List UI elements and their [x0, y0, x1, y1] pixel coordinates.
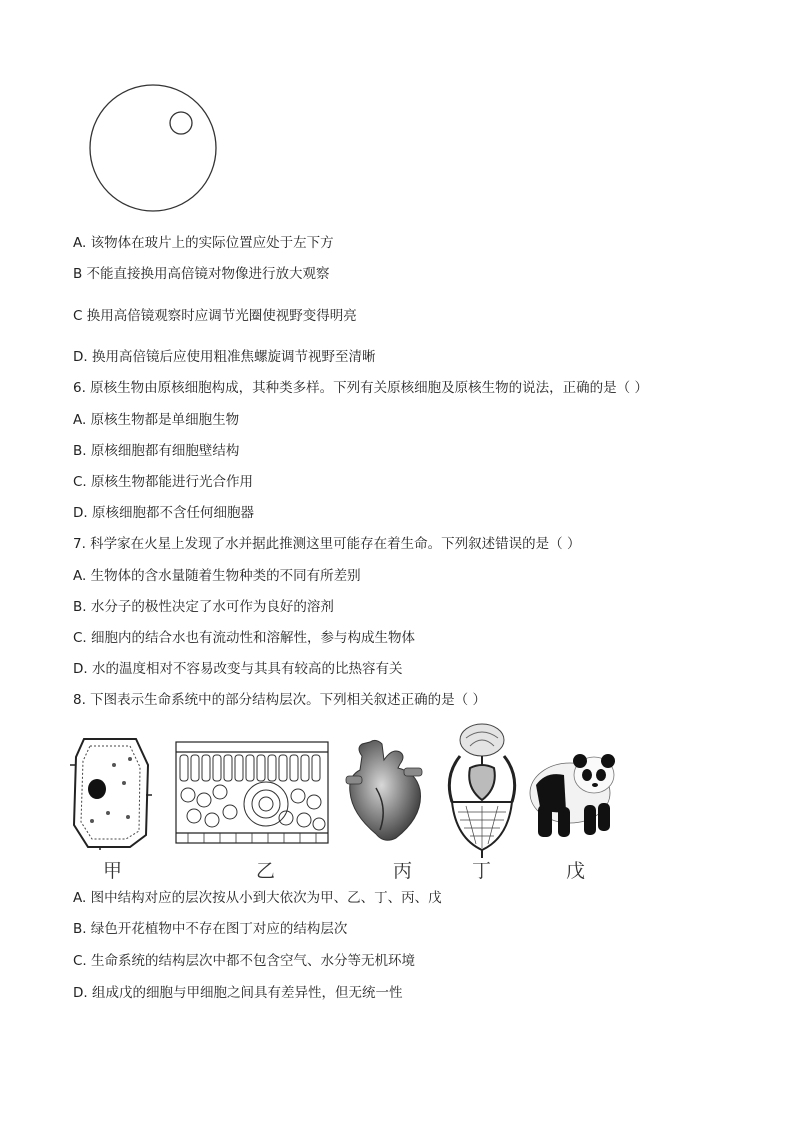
q5-option-c: C 换用高倍镜观察时应调节光圈使视野变得明亮: [73, 308, 357, 324]
q8-option-d: D. 组成戊的细胞与甲细胞之间具有差异性，但无统一性: [73, 985, 403, 1001]
figure-label-jia: 甲: [103, 860, 123, 882]
object-circle: [170, 112, 192, 134]
q8-option-c: C. 生命系统的结构层次中都不包含空气、水分等无机环境: [73, 953, 416, 969]
circulatory-system-figure: [442, 716, 522, 858]
q7-option-d: D. 水的温度相对不容易改变与其具有较高的比热容有关: [73, 661, 403, 677]
q8-stem: 8. 下图表示生命系统中的部分结构层次。下列相关叙述正确的是（ ）: [73, 692, 486, 708]
q7-option-a: A. 生物体的含水量随着生物种类的不同有所差别: [73, 568, 361, 584]
q5-option-b: B 不能直接换用高倍镜对物像进行放大观察: [73, 266, 330, 282]
q8-option-a: A. 图中结构对应的层次按从小到大依次为甲、乙、丁、丙、戊: [73, 890, 442, 906]
figure-label-yi: 乙: [256, 860, 276, 882]
q8-option-b: B. 绿色开花植物中不存在图丁对应的结构层次: [73, 921, 348, 937]
heart-figure: [340, 738, 428, 844]
q5-option-d: D. 换用高倍镜后应使用粗准焦螺旋调节视野至清晰: [73, 349, 376, 365]
figure-label-bing: 丙: [393, 860, 413, 882]
field-of-view-circle: [90, 85, 216, 211]
figure-label-ding: 丁: [472, 860, 492, 882]
q7-option-c: C. 细胞内的结合水也有流动性和溶解性，参与构成生物体: [73, 630, 416, 646]
plant-cell-figure: [70, 735, 152, 850]
q7-stem: 7. 科学家在火星上发现了水并据此推测这里可能存在着生命。下列叙述错误的是（ ）: [73, 536, 581, 552]
q6-option-a: A. 原核生物都是单细胞生物: [73, 412, 240, 428]
panda-figure: [526, 745, 618, 841]
q5-option-a: A. 该物体在玻片上的实际位置应处于左下方: [73, 235, 334, 251]
field-of-view-figure: [86, 81, 220, 215]
q7-option-b: B. 水分子的极性决定了水可作为良好的溶剂: [73, 599, 334, 615]
leaf-tissue-figure: [174, 740, 330, 845]
q6-stem: 6. 原核生物由原核细胞构成，其种类多样。下列有关原核细胞及原核生物的说法，正确的是（ ）: [73, 380, 648, 396]
q6-option-c: C. 原核生物都能进行光合作用: [73, 474, 254, 490]
q6-option-b: B. 原核细胞都有细胞壁结构: [73, 443, 240, 459]
q6-option-d: D. 原核细胞都不含任何细胞器: [73, 505, 254, 521]
figure-label-wu: 戊: [566, 860, 586, 882]
